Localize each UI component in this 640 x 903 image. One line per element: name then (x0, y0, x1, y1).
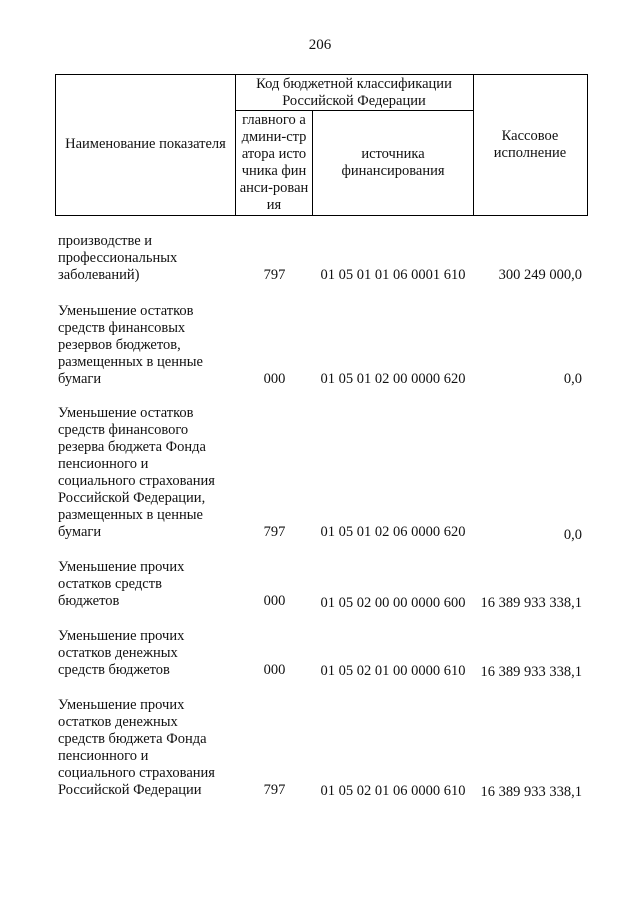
header-divider (235, 74, 236, 215)
row-admin-code: 000 (263, 662, 286, 678)
row-amount: 16 389 933 338,1 (480, 784, 582, 800)
row-amount: 0,0 (563, 527, 582, 543)
row-amount: 0,0 (563, 371, 582, 387)
row-source-code: 01 05 02 00 00 0000 600 (320, 595, 466, 611)
header-divider (473, 74, 474, 215)
row-name: Уменьшение остатков средств финансовых резервов бюджетов, размещенных в ценные бумаги (58, 303, 203, 387)
row-source-code: 01 05 02 01 00 0000 610 (320, 663, 466, 679)
row-source-code: 01 05 01 01 06 0001 610 (320, 267, 466, 283)
row-amount: 16 389 933 338,1 (480, 664, 582, 680)
row-amount: 16 389 933 338,1 (480, 595, 582, 611)
row-admin-code: 797 (263, 524, 286, 540)
row-name: Уменьшение прочих остатков денежных средств бюджета Фонда пенсионного и социального страхования Российской Федерации (58, 697, 215, 798)
row-name: Уменьшение остатков средств финансового резерва бюджета Фонда пенсионного и социального страхования Российской Федерации, размещенных в ценные бумаги (58, 405, 215, 540)
header-admin-column: главного админи-стратора источника финанси-рования (239, 111, 309, 213)
row-admin-code: 000 (263, 593, 286, 609)
header-code-group: Код бюджетной классификации Российской Федерации (256, 75, 452, 109)
row-source-code: 01 05 01 02 06 0000 620 (320, 524, 466, 540)
row-name: Уменьшение прочих остатков средств бюджетов (58, 559, 185, 609)
header-source-column: источника финансирования (341, 145, 445, 179)
row-admin-code: 797 (263, 267, 286, 283)
row-admin-code: 797 (263, 782, 286, 798)
row-name: Уменьшение прочих остатков денежных средств бюджетов (58, 628, 185, 678)
row-source-code: 01 05 02 01 06 0000 610 (320, 783, 466, 799)
header-divider (312, 110, 313, 215)
row-amount: 300 249 000,0 (498, 267, 582, 283)
row-source-code: 01 05 01 02 00 0000 620 (320, 371, 466, 387)
row-name: производстве и профессиональных заболеваний) (58, 233, 178, 283)
row-admin-code: 000 (263, 371, 286, 387)
header-amount-column: Кассовое исполнение (493, 127, 567, 161)
page-number: 206 (308, 37, 332, 53)
header-name-column: Наименование показателя (65, 136, 226, 152)
